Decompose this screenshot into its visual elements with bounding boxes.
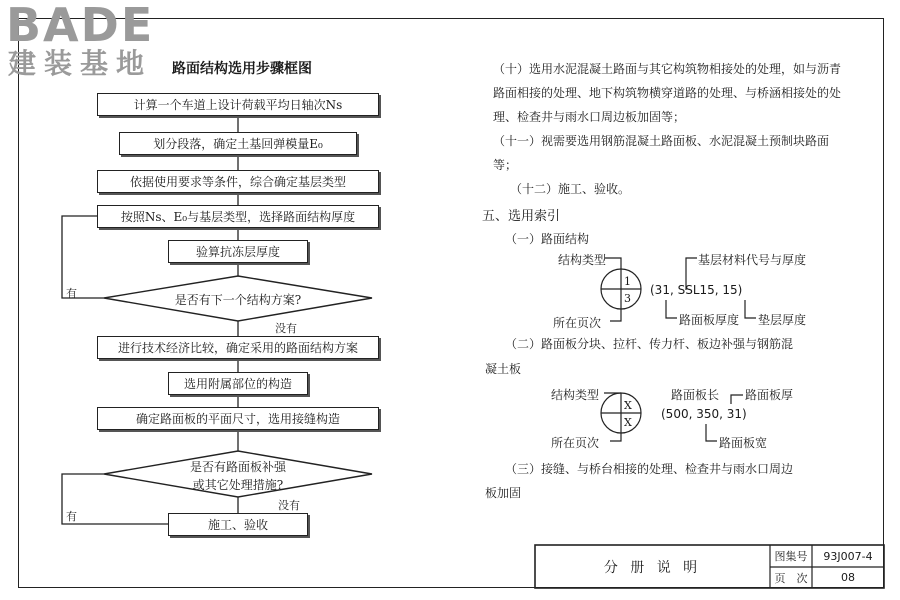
diag1-formula: (31, SSL15, 15): [650, 283, 743, 297]
flow-step-2: 划分段落，确定土基回弹模量E₀: [119, 132, 357, 155]
atlas-number-value: 93J007-4: [823, 549, 873, 563]
flowchart-heading: 路面结构选用步骤框图: [172, 61, 312, 77]
subsection-2-line2: 凝土板: [485, 362, 522, 376]
diag1-top-number: 1: [624, 275, 631, 288]
diag1-slab-label: 路面板厚度: [679, 313, 740, 327]
page-number-label: 页 次: [774, 571, 808, 585]
diag2-width-label: 路面板宽: [719, 436, 768, 450]
flow-step-5: 验算抗冻层厚度: [168, 240, 308, 263]
no-label-2: 没有: [278, 499, 300, 512]
paragraph-12: （十二）施工、验收。: [510, 182, 631, 196]
diag2-page-label: 所在页次: [551, 436, 600, 450]
subsection-1-heading: （一）路面结构: [505, 232, 590, 246]
title-block-title: 分 册 说 明: [603, 559, 702, 576]
flow-step-4: 按照Ns、E₀与基层类型，选择路面结构厚度: [97, 205, 379, 228]
diag1-cushion-label: 垫层厚度: [758, 313, 807, 327]
watermark-chinese: 建装基地: [8, 47, 153, 80]
subsection-3-line2: 板加固: [485, 486, 522, 500]
flow-step-3: 依据使用要求等条件，综合确定基层类型: [97, 170, 379, 193]
flow-step-1: 计算一个车道上设计荷载平均日轴次Ns: [97, 93, 379, 116]
yes-label-2: 有: [66, 510, 77, 523]
atlas-number-label: 图集号: [774, 550, 808, 563]
diag2-thickness-label: 路面板厚: [745, 388, 794, 402]
flow-step-7: 选用附属部位的构造: [168, 372, 308, 395]
page-number-value: 08: [841, 571, 855, 584]
diag2-bottom-symbol: X: [624, 416, 632, 429]
flow-step-6: 进行技术经济比较，确定采用的路面结构方案: [97, 336, 379, 359]
diag1-page-label: 所在页次: [553, 316, 602, 330]
decision-1-text: 是否有下一个结构方案?: [174, 293, 302, 307]
decision-2-text-line2: 或其它处理措施?: [192, 478, 284, 492]
no-label-1: 没有: [275, 322, 297, 335]
section-5-heading: 五、选用索引: [482, 209, 561, 224]
subsection-2-line1: （二）路面板分块、拉杆、传力杆、板边补强与钢筋混: [505, 337, 794, 351]
diag2-formula: (500, 350, 31): [661, 407, 747, 421]
watermark-logo: BADE: [6, 0, 155, 52]
subsection-3-line1: （三）接缝、与桥台相接的处理、检查井与雨水口周边: [505, 462, 794, 476]
diag1-type-label: 结构类型: [558, 253, 607, 267]
paragraph-10: （十）选用水泥混凝土路面与其它构筑物相接处的处理，如与沥青路面相接的处理、地下构筑物横穿道路的处理、与桥涵相接处的处理、检查井与雨水口周边板加固等；: [493, 62, 842, 124]
diag2-type-label: 结构类型: [551, 388, 600, 402]
paragraph-11: （十一）视需要选用钢筋混凝土路面板、水泥混凝土预制块路面等；: [493, 134, 830, 172]
diag1-base-label: 基层材料代号与厚度: [698, 253, 807, 267]
diag2-length-label: 路面板长: [671, 388, 720, 402]
yes-label-1: 有: [66, 287, 77, 300]
flow-step-8: 确定路面板的平面尺寸，选用接缝构造: [97, 407, 379, 430]
diag2-top-symbol: X: [624, 399, 632, 412]
decision-2-text-line1: 是否有路面板补强: [189, 460, 286, 474]
diag1-bottom-number: 3: [624, 292, 631, 305]
flow-step-9: 施工、验收: [168, 513, 308, 536]
